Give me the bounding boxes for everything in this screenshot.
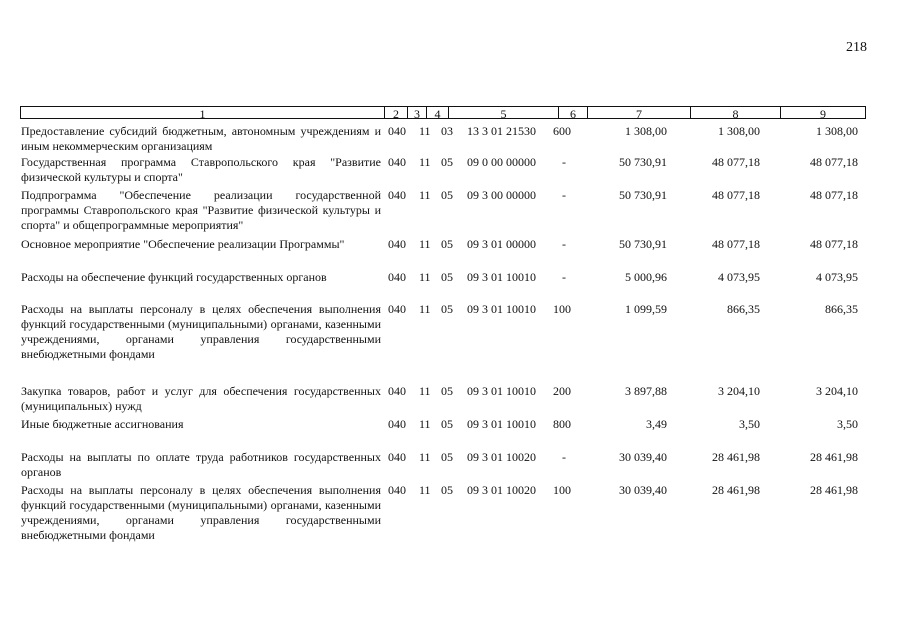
row-col7: 1 308,00: [625, 124, 667, 138]
column-header-5: 5: [448, 106, 559, 119]
row-col6: 800: [553, 417, 571, 431]
row-col4: 05: [441, 155, 453, 169]
row-col3: 11: [419, 188, 431, 202]
row-col7: 30 039,40: [619, 483, 667, 497]
column-header-6: 6: [558, 106, 588, 119]
row-col7: 50 730,91: [619, 237, 667, 251]
row-col9: 4 073,95: [816, 270, 858, 284]
row-col9: 48 077,18: [810, 188, 858, 202]
row-col6: -: [562, 450, 566, 464]
row-col5: 09 0 00 00000: [467, 155, 536, 169]
row-col9: 866,35: [825, 302, 858, 316]
row-col6: 600: [553, 124, 571, 138]
row-col5: 09 3 01 10010: [467, 270, 536, 284]
row-col6: 100: [553, 302, 571, 316]
row-col3: 11: [419, 124, 431, 138]
row-col6: 100: [553, 483, 571, 497]
row-col5: 13 3 01 21530: [467, 124, 536, 138]
row-col2: 040: [388, 483, 406, 497]
row-col4: 05: [441, 483, 453, 497]
row-name: Государственная программа Ставропольского края "Развитие физической культуры и спорта": [21, 155, 381, 184]
row-col9: 1 308,00: [816, 124, 858, 138]
row-col2: 040: [388, 450, 406, 464]
row-col2: 040: [388, 270, 406, 284]
row-col7: 3 897,88: [625, 384, 667, 398]
row-col7: 30 039,40: [619, 450, 667, 464]
row-col4: 05: [441, 237, 453, 251]
row-col4: 05: [441, 417, 453, 431]
row-col7: 5 000,96: [625, 270, 667, 284]
row-col4: 05: [441, 450, 453, 464]
row-col9: 48 077,18: [810, 155, 858, 169]
row-col9: 28 461,98: [810, 483, 858, 497]
row-col4: 05: [441, 384, 453, 398]
row-col5: 09 3 01 10010: [467, 384, 536, 398]
row-col8: 48 077,18: [712, 188, 760, 202]
row-name: Расходы на обеспечение функций государственных органов: [21, 270, 327, 284]
row-col2: 040: [388, 188, 406, 202]
row-col7: 50 730,91: [619, 155, 667, 169]
row-col3: 11: [419, 417, 431, 431]
row-col2: 040: [388, 155, 406, 169]
row-name: Расходы на выплаты персоналу в целях обеспечения выполнения функций государственными (муниципальными) органами, казенными учреждениями, органами управления государственными внебюджетными фондами: [21, 302, 381, 361]
row-name: Предоставление субсидий бюджетным, автономным учреждениям и иным некоммерческим организациям: [21, 124, 381, 153]
row-col2: 040: [388, 124, 406, 138]
row-name: Подпрограмма "Обеспечение реализации государственной программы Ставропольского края "Развитие физической культуры и спорта" и общепрограммные мероприятия": [21, 188, 381, 232]
row-col4: 03: [441, 124, 453, 138]
row-col5: 09 3 01 10010: [467, 302, 536, 316]
row-col3: 11: [419, 483, 431, 497]
row-name: Расходы на выплаты по оплате труда работников государственных органов: [21, 450, 381, 479]
row-col7: 3,49: [646, 417, 667, 431]
row-name: Закупка товаров, работ и услуг для обеспечения государственных (муниципальных) нужд: [21, 384, 381, 413]
row-col7: 50 730,91: [619, 188, 667, 202]
row-col8: 4 073,95: [718, 270, 760, 284]
row-col8: 1 308,00: [718, 124, 760, 138]
row-col8: 48 077,18: [712, 155, 760, 169]
row-col3: 11: [419, 450, 431, 464]
row-col6: -: [562, 237, 566, 251]
row-col9: 3,50: [837, 417, 858, 431]
column-header-8: 8: [690, 106, 781, 119]
row-col9: 48 077,18: [810, 237, 858, 251]
row-col3: 11: [419, 155, 431, 169]
column-header-2: 2: [384, 106, 408, 119]
row-col5: 09 3 01 00000: [467, 237, 536, 251]
row-name: Основное мероприятие "Обеспечение реализации Программы": [21, 237, 345, 251]
row-col9: 28 461,98: [810, 450, 858, 464]
row-col9: 3 204,10: [816, 384, 858, 398]
row-col2: 040: [388, 417, 406, 431]
row-col6: -: [562, 270, 566, 284]
row-col5: 09 3 01 10020: [467, 483, 536, 497]
row-col8: 28 461,98: [712, 483, 760, 497]
column-header-1: 1: [20, 106, 385, 119]
row-col3: 11: [419, 384, 431, 398]
row-col8: 48 077,18: [712, 237, 760, 251]
row-name: Расходы на выплаты персоналу в целях обеспечения выполнения функций государственными (муниципальными) органами, казенными учреждениями, органами управления государственными внебюджетными фондами: [21, 483, 381, 542]
row-col5: 09 3 00 00000: [467, 188, 536, 202]
row-col8: 3 204,10: [718, 384, 760, 398]
row-col5: 09 3 01 10020: [467, 450, 536, 464]
page-number: 218: [846, 40, 867, 55]
column-header-3: 3: [407, 106, 427, 119]
row-col3: 11: [419, 302, 431, 316]
row-col2: 040: [388, 302, 406, 316]
row-col6: 200: [553, 384, 571, 398]
column-header-4: 4: [426, 106, 449, 119]
row-name: Иные бюджетные ассигнования: [21, 417, 184, 431]
row-col7: 1 099,59: [625, 302, 667, 316]
row-col4: 05: [441, 270, 453, 284]
row-col4: 05: [441, 302, 453, 316]
row-col2: 040: [388, 384, 406, 398]
row-col4: 05: [441, 188, 453, 202]
row-col8: 3,50: [739, 417, 760, 431]
row-col8: 28 461,98: [712, 450, 760, 464]
column-header-9: 9: [780, 106, 866, 119]
table-header: [20, 106, 866, 119]
row-col5: 09 3 01 10010: [467, 417, 536, 431]
column-header-7: 7: [587, 106, 691, 119]
row-col8: 866,35: [727, 302, 760, 316]
row-col6: -: [562, 188, 566, 202]
row-col2: 040: [388, 237, 406, 251]
row-col3: 11: [419, 237, 431, 251]
row-col3: 11: [419, 270, 431, 284]
row-col6: -: [562, 155, 566, 169]
